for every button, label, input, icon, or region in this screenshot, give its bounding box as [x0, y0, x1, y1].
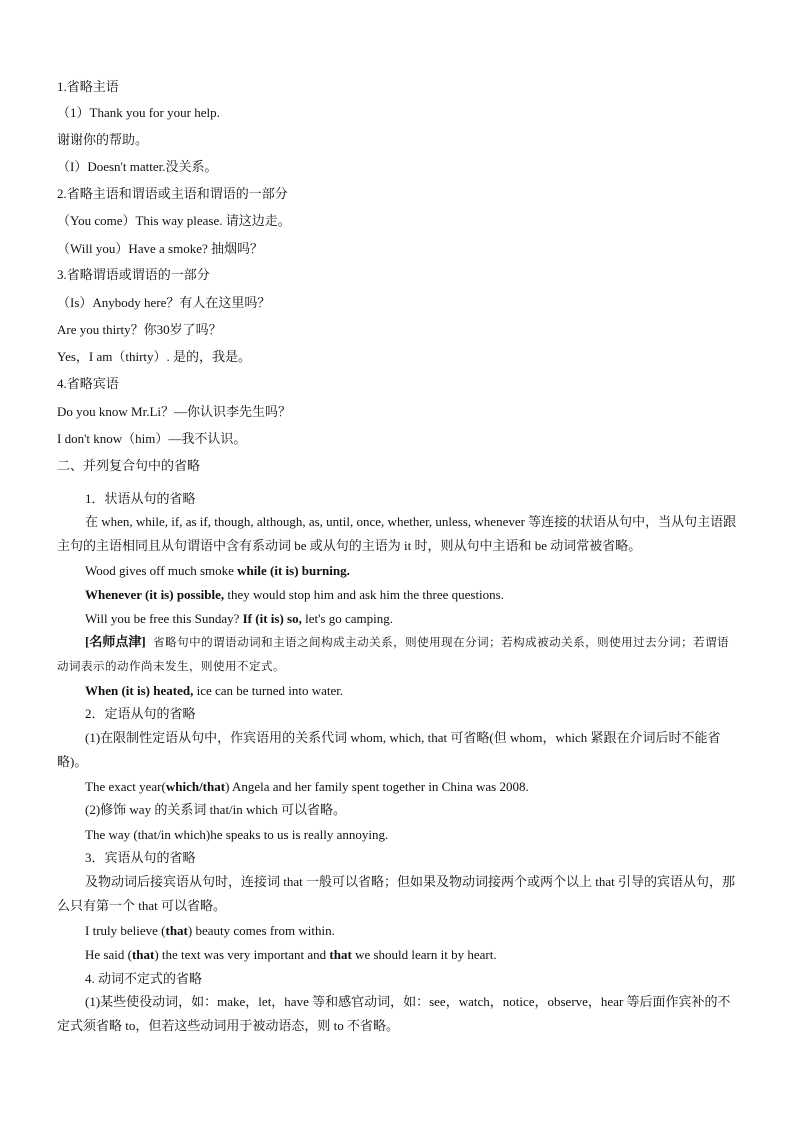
example-text: The exact year(	[85, 779, 166, 794]
example-line: I don't know（him）—我不认识。	[57, 431, 247, 446]
example-line: Are you thirty？你30岁了吗？	[57, 322, 222, 337]
section-2-heading: 2.省略主语和谓语或主语和谓语的一部分	[57, 186, 288, 201]
example-text: Will you be free this Sunday?	[85, 611, 243, 626]
example-line	[85, 586, 504, 604]
example-text: they would stop him and ask him the three questions.	[224, 587, 504, 602]
adverbial-clause-rule: 在 when, while, if, as if, though, although, as, until, once, whether, unless, whenever 等连接的状语从句中，当从句主语跟主句的主语相同且从句谓语中含有系动词 be 或从句的主语为 it 时，则从句中主语和 be 动词常被省略。	[57, 514, 737, 553]
example-line: （You come）This way please. 请这边走。	[57, 213, 291, 228]
example-bold-text: that	[165, 923, 188, 938]
attributive-clause-heading: 2．定语从句的省略	[85, 706, 196, 721]
example-text: ) the text was very important and	[154, 947, 330, 962]
part-2-heading: 二、并列复合句中的省略	[57, 458, 201, 473]
section-3-heading: 3.省略谓语或谓语的一部分	[57, 267, 210, 282]
example-line	[85, 778, 529, 796]
example-text: Wood gives off much smoke	[85, 563, 238, 578]
example-bold-text: that	[131, 947, 155, 962]
example-line: （I）Doesn't matter.没关系。	[57, 159, 218, 174]
example-line: （1）Thank you for your help.	[57, 105, 220, 120]
teacher-tip-text: 省略句中的谓语动词和主语之间构成主动关系，则使用现在分词；若构成被动关系，则使用过去分词；若谓语动词表示的动作尚未发生，则使用不定式。	[57, 635, 730, 673]
example-text: ) Angela and her family spent together in China was 2008.	[225, 779, 529, 794]
example-text: He said (	[85, 947, 132, 962]
example-line: （Is）Anybody here？有人在这里吗？	[57, 295, 271, 310]
example-line: Do you know Mr.Li？—你认识李先生吗？	[57, 404, 292, 419]
example-text: ) beauty comes from within.	[187, 923, 335, 938]
example-bold-text: When (it is) heated,	[85, 683, 194, 698]
section-4-heading: 4.省略宾语	[57, 376, 119, 391]
example-line: Yes，I am（thirty）. 是的，我是。	[57, 349, 252, 364]
translation-line: 谢谢你的帮助。	[57, 132, 149, 147]
example-bold-text: Whenever (it is) possible,	[85, 587, 225, 602]
attributive-clause-rule-1: (1)在限制性定语从句中，作宾语用的关系代词 whom, which, that 可省略(但 whom，which 紧跟在介词后时不能省略)。	[57, 730, 721, 769]
teacher-tip-label: [名师点津]	[85, 634, 146, 649]
object-clause-heading: 3．宾语从句的省略	[85, 850, 196, 865]
attributive-clause-rule-2: (2)修饰 way 的关系词 that/in which 可以省略。	[85, 802, 347, 817]
infinitive-rule: (1)某些使役动词，如：make，let，have 等和感官动词，如：see，watch，notice，observe，hear 等后面作宾补的不定式须省略 to，但若这些动词用于被动语态，则 to 不省略。	[57, 994, 731, 1033]
object-clause-rule: 及物动词后接宾语从句时，连接词 that 一般可以省略；但如果及物动词接两个或两个以上 that 引导的宾语从句，那么只有第一个 that 可以省略。	[57, 874, 735, 913]
example-bold-text: that	[329, 947, 352, 962]
example-line: The way (that/in which)he speaks to us is really annoying.	[85, 827, 389, 842]
example-text: let's go camping.	[301, 611, 393, 626]
example-line	[85, 682, 343, 700]
example-line	[85, 610, 393, 628]
adverbial-clause-heading: 1．状语从句的省略	[85, 491, 196, 506]
example-bold-text: which/that	[165, 779, 226, 794]
example-line	[85, 946, 497, 964]
example-line	[85, 562, 350, 580]
example-line: （Will you）Have a smoke? 抽烟吗？	[57, 241, 263, 256]
example-bold-text: while (it is) burning.	[237, 563, 350, 578]
example-bold-text: If (it is) so,	[242, 611, 302, 626]
example-text: we should learn it by heart.	[351, 947, 497, 962]
teacher-tip	[57, 630, 738, 678]
example-text: I truly believe (	[85, 923, 166, 938]
example-line	[85, 922, 335, 940]
example-text: ice can be turned into water.	[193, 683, 344, 698]
section-1-heading: 1.省略主语	[57, 79, 119, 94]
infinitive-heading: 4. 动词不定式的省略	[85, 971, 203, 986]
